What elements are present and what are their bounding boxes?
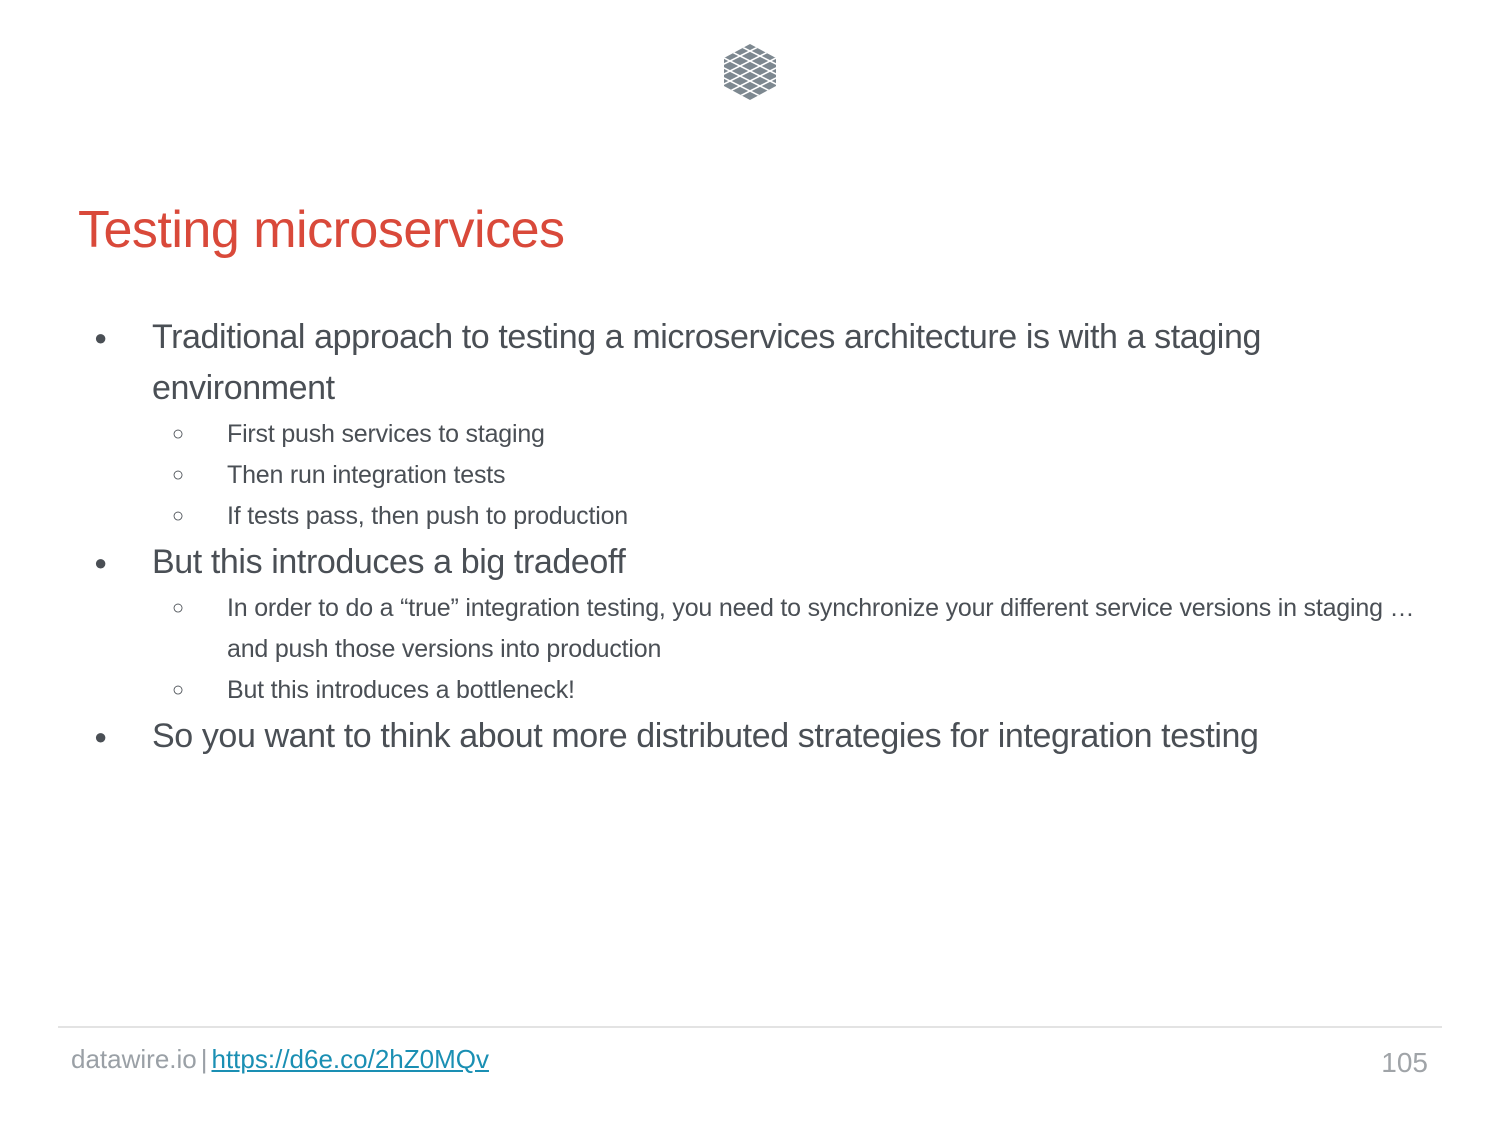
datawire-logo-icon bbox=[722, 42, 778, 102]
sub-bullet-item bbox=[0, 496, 1427, 537]
bullet-circle-icon: ○ bbox=[172, 464, 184, 486]
sub-bullet-item bbox=[0, 455, 1427, 496]
sub-bullet-item bbox=[0, 414, 1427, 455]
bullet-item bbox=[0, 312, 1382, 414]
bullet-text: Traditional approach to testing a microservices architecture is with a staging environment bbox=[152, 318, 1261, 407]
bullet-item bbox=[0, 537, 1382, 588]
bullet-list bbox=[0, 312, 1500, 762]
bullet-dot-icon: ● bbox=[94, 325, 107, 350]
sub-bullet-item bbox=[0, 670, 1427, 711]
sub-bullet-text: In order to do a “true” integration testing, you need to synchronize your different service versions in staging … and push those versions into production bbox=[227, 594, 1415, 663]
sub-bullet-text: If tests pass, then push to production bbox=[227, 502, 628, 530]
bullet-text: So you want to think about more distributed strategies for integration testing bbox=[152, 717, 1259, 755]
sub-bullet-text: Then run integration tests bbox=[227, 461, 506, 489]
bullet-text: But this introduces a big tradeoff bbox=[152, 543, 626, 581]
sub-bullet-text: But this introduces a bottleneck! bbox=[227, 676, 575, 704]
bullet-circle-icon: ○ bbox=[172, 423, 184, 445]
footer-divider bbox=[58, 1026, 1442, 1028]
sub-bullet-item bbox=[0, 588, 1427, 670]
slide-title: Testing microservices bbox=[78, 201, 565, 259]
bullet-circle-icon: ○ bbox=[172, 679, 184, 701]
bullet-circle-icon: ○ bbox=[172, 597, 184, 619]
bullet-circle-icon: ○ bbox=[172, 505, 184, 527]
bullet-item bbox=[0, 711, 1382, 762]
page-number: 105 bbox=[1381, 1047, 1428, 1078]
bullet-dot-icon: ● bbox=[94, 724, 107, 749]
footer-separator: | bbox=[200, 1044, 208, 1074]
sub-bullet-text: First push services to staging bbox=[227, 420, 545, 448]
footer-credit bbox=[71, 1044, 489, 1075]
footer-link[interactable]: https://d6e.co/2hZ0MQv bbox=[211, 1044, 489, 1074]
bullet-dot-icon: ● bbox=[94, 550, 107, 575]
footer-brand: datawire.io bbox=[71, 1044, 197, 1074]
